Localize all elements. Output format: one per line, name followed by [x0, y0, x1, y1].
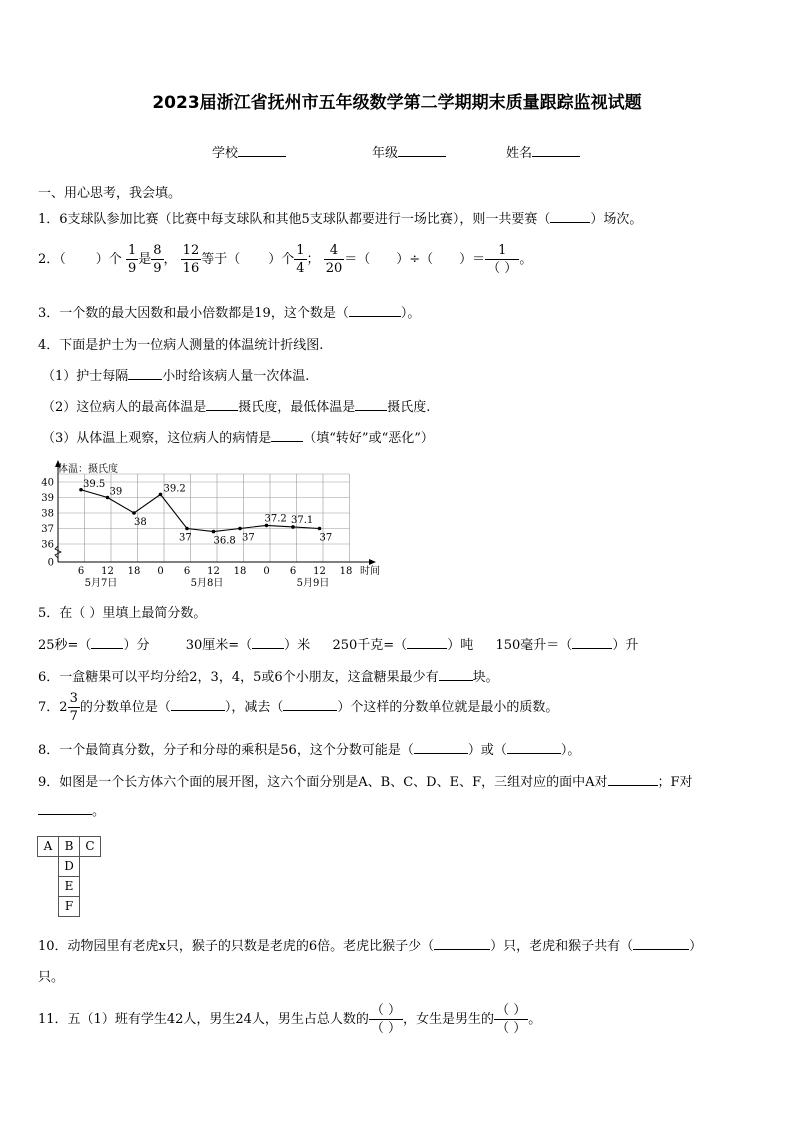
q2-fraction-2 — [151, 244, 163, 275]
q2-fraction-6[interactable] — [485, 244, 519, 275]
chart-x-tick-label: 18 — [233, 566, 247, 577]
q7-text-c: ）个这样的分数单位就是最小的质数。 — [337, 700, 559, 715]
q7-blank-2[interactable] — [283, 697, 337, 711]
name-field[interactable] — [506, 142, 580, 161]
chart-point — [185, 527, 189, 531]
chart-y-tick-label: 0 — [47, 557, 54, 569]
question-4 — [38, 334, 323, 353]
q4-s2-text-b: 摄氏度，最低体温是 — [238, 400, 356, 415]
q5-p3-blank[interactable] — [407, 635, 447, 649]
chart-axes — [55, 460, 376, 565]
q11-end: 。 — [528, 1012, 542, 1027]
q2-text-k: 。 — [519, 252, 533, 267]
q7-denominator: 7 — [69, 709, 78, 724]
question-2 — [38, 244, 532, 275]
chart-x-tick-label: 6 — [77, 566, 85, 577]
chart-y-tick-label: 37 — [41, 524, 54, 535]
chart-data-label: 39.2 — [163, 483, 186, 495]
q8-blank-1[interactable] — [414, 740, 468, 754]
chart-point — [159, 493, 163, 497]
q10-text: 动物园里有老虎x只，猴子的只数是老虎的6倍。老虎比猴子少（ — [67, 939, 435, 954]
q5-p3-text-b: ）吨 — [447, 638, 474, 653]
page-title: 2023届浙江省抚州市五年级数学第二学期期末质量跟踪监视试题 — [152, 93, 642, 113]
chart-x-tick-label: 12 — [313, 566, 326, 577]
q3-end: ）。 — [400, 306, 421, 321]
net-face-d: D — [58, 856, 80, 877]
q5-p2-text-a: 30厘米=（ — [185, 638, 253, 653]
name-label: 姓名 — [506, 146, 533, 161]
q5-p1-text-b: ）分 — [123, 638, 150, 653]
chart-y-tick-label: 39 — [41, 493, 54, 504]
question-5 — [38, 602, 206, 621]
grade-blank[interactable] — [398, 143, 446, 157]
q9-end: 。 — [92, 804, 106, 819]
q2-f3-denominator: 16 — [182, 261, 200, 276]
q10-text-mid: ）只，老虎和猴子共有（ — [490, 939, 634, 954]
net-face-f: F — [58, 896, 80, 917]
q2-f2-numerator: 8 — [153, 243, 162, 258]
q4-s1-text-b: 小时给该病人量一次体温. — [162, 369, 310, 384]
q2-number: 2．（ — [38, 252, 66, 267]
q11-text-mid: ，女生是男生的 — [403, 1012, 495, 1027]
q2-f3-numerator: 12 — [182, 243, 200, 258]
q4-number: 4． — [38, 338, 60, 353]
temperature-line-chart — [32, 458, 392, 590]
net-face-c: C — [79, 836, 101, 857]
q4-s2-blank-1[interactable] — [206, 397, 238, 411]
school-blank[interactable] — [238, 143, 286, 157]
chart-x-tick-label: 6 — [289, 566, 297, 577]
chart-x-tick-label: 6 — [183, 566, 191, 577]
q9-line-2 — [38, 800, 105, 819]
q2-fraction-1 — [126, 244, 138, 275]
q11-f2-denominator[interactable]: （ ） — [496, 1021, 527, 1036]
q4-s3-blank[interactable] — [271, 428, 303, 442]
q4-sub-2 — [42, 396, 430, 415]
q7-blank-1[interactable] — [171, 697, 225, 711]
grade-field[interactable] — [372, 142, 446, 161]
q1-blank[interactable] — [550, 209, 590, 223]
q8-number: 8． — [38, 743, 60, 758]
chart-point — [318, 527, 322, 531]
chart-point — [212, 530, 216, 534]
chart-series — [79, 479, 332, 547]
q11-answer-fraction-1[interactable] — [369, 1004, 403, 1035]
q4-s2-text-c: 摄氏度. — [387, 400, 431, 415]
q2-f1-numerator: 1 — [127, 243, 137, 258]
q6-end: 块。 — [472, 670, 499, 685]
chart-x-tick-label: 12 — [101, 566, 114, 577]
q7-fraction — [68, 692, 80, 723]
q4-s2-text-a: （2）这位病人的最高体温是 — [42, 400, 207, 415]
chart-y-axis-label: 体温：摄氏度 — [58, 464, 118, 475]
q2-text-e: ）个 — [268, 252, 295, 267]
q2-f5-numerator: 4 — [324, 244, 345, 260]
q11-f1-numerator[interactable]: （ ） — [370, 1003, 402, 1018]
chart-data-label: 37 — [179, 532, 192, 544]
q1-number: 1． — [38, 212, 60, 227]
q2-fraction-4 — [294, 244, 306, 275]
q7-number: 7． — [38, 700, 60, 715]
q11-answer-fraction-2[interactable] — [494, 1004, 528, 1035]
q8-end: ）。 — [560, 743, 581, 758]
q9-number: 9． — [38, 775, 60, 790]
q11-number: 11． — [38, 1012, 68, 1027]
q9-blank-1[interactable] — [608, 772, 658, 786]
q2-text-a: ）个 — [95, 252, 122, 267]
q3-number: 3． — [38, 306, 60, 321]
chart-data-label: 36.8 — [213, 535, 236, 547]
q3-blank[interactable] — [349, 303, 401, 317]
question-6 — [38, 666, 499, 685]
net-face-b: B — [58, 836, 80, 857]
chart-point — [132, 511, 136, 515]
chart-x-tick-label: 18 — [127, 566, 141, 577]
chart-day-label: 5月7日 — [84, 578, 118, 589]
q2-f4-numerator: 1 — [296, 243, 305, 258]
q8-text: 一个最简真分数，分子和分母的乘积是56，这个分数可能是（ — [59, 743, 414, 758]
q10-end: ） — [689, 939, 703, 954]
chart-x-tick-label: 18 — [339, 566, 353, 577]
q4-text: 下面是护士为一位病人测量的体温统计折线图. — [59, 338, 324, 353]
grade-label: 年级 — [372, 146, 399, 161]
question-8 — [38, 739, 580, 758]
chart-data-label: 38 — [134, 517, 147, 528]
chart-data-label: 39.5 — [83, 478, 106, 490]
chart-x-tick-label: 12 — [207, 566, 220, 577]
cuboid-net-figure — [37, 836, 107, 920]
q4-s2-blank-2[interactable] — [355, 397, 387, 411]
q9-text-mid: ；F对 — [657, 775, 693, 790]
q7-text-b: ），减去（ — [224, 700, 284, 715]
q2-text-g: ； — [306, 252, 320, 267]
q5-parts — [38, 634, 638, 653]
chart-x-axis-label: 时间 — [360, 566, 380, 577]
q1-end: ）场次。 — [590, 212, 643, 227]
q5-p2-blank[interactable] — [252, 635, 284, 649]
q4-s1-blank[interactable] — [128, 366, 162, 380]
q11-f1-denominator[interactable]: （ ） — [370, 1021, 402, 1036]
q6-text: 一盒糖果可以平均分给2，3，4，5或6个小朋友，这盒糖果最少有 — [59, 670, 439, 685]
q5-p1-text-a: 25秒=（ — [38, 638, 92, 653]
chart-data-label: 39 — [109, 486, 123, 498]
q2-fraction-3 — [181, 244, 202, 275]
q4-sub-1 — [42, 365, 309, 384]
q7-text-a: 的分数单位是（ — [79, 700, 171, 715]
q5-p4-text-b: ）升 — [612, 638, 639, 653]
q5-p1-blank[interactable] — [91, 635, 123, 649]
q2-f1-denominator: 9 — [127, 261, 137, 276]
q4-s1-text-a: （1）护士每隔 — [42, 369, 129, 384]
question-11 — [38, 1004, 541, 1035]
q4-s3-text-b: （填“转好”或“恶化”） — [303, 431, 434, 446]
q2-text-h: ＝（ — [344, 252, 371, 267]
question-1 — [38, 208, 642, 227]
q5-number: 5． — [38, 606, 60, 621]
q10-blank-1[interactable] — [434, 936, 490, 950]
chart-day-label: 5月9日 — [296, 578, 330, 589]
chart-x-axis-arrow — [369, 559, 376, 565]
q9-blank-2[interactable] — [38, 801, 92, 815]
q2-f6-denominator[interactable]: （ ） — [487, 261, 518, 276]
q2-text-d: 等于（ — [201, 252, 241, 267]
q11-text: 五（1）班有学生42人，男生24人，男生占总人数的 — [67, 1012, 369, 1027]
q2-f2-denominator: 9 — [153, 261, 162, 276]
question-10 — [38, 935, 702, 954]
question-9 — [38, 771, 693, 790]
q9-text: 如图是一个长方体六个面的展开图，这六个面分别是A、B、C、D、E、F，三组对应的面中A对 — [59, 775, 608, 790]
chart-y-tick-label: 36 — [41, 539, 54, 551]
question-7 — [38, 692, 558, 723]
chart-x-tick-label: 0 — [157, 566, 164, 577]
q10-number: 10． — [38, 939, 68, 954]
q5-p3-text-a: 250千克=（ — [332, 638, 408, 653]
q2-f5-denominator: 20 — [325, 261, 343, 276]
q5-p4-text-a: 150毫升＝（ — [495, 638, 573, 653]
chart-data-label: 37.2 — [264, 513, 287, 525]
q2-text-j: ）＝ — [459, 252, 486, 267]
chart-data-label: 37 — [242, 532, 255, 544]
name-blank[interactable] — [532, 143, 580, 157]
q6-number: 6． — [38, 670, 60, 685]
q7-whole-number: 2 — [59, 700, 68, 715]
chart-data-label: 37.1 — [291, 514, 314, 526]
chart-data-label: 37 — [319, 532, 333, 544]
q5-text: 在（ ）里填上最简分数。 — [59, 606, 207, 621]
q4-s3-text-a: （3）从体温上观察，这位病人的病情是 — [42, 431, 272, 446]
q5-p4-blank[interactable] — [572, 635, 612, 649]
q8-blank-2[interactable] — [507, 740, 561, 754]
net-face-e: E — [58, 876, 80, 897]
chart-y-tick-label: 40 — [41, 477, 54, 489]
q2-text-c: ， — [163, 252, 177, 267]
q5-p2-text-b: ）米 — [284, 638, 311, 653]
net-face-a: A — [37, 836, 59, 857]
q2-text-b: 是 — [138, 252, 152, 267]
q2-text-i: ）÷（ — [396, 252, 434, 267]
chart-x-tick-label: 0 — [263, 566, 270, 577]
q2-f4-denominator: 4 — [296, 261, 305, 276]
question-3 — [38, 302, 420, 321]
q2-f6-numerator: 1 — [485, 244, 519, 260]
chart-y-tick-label: 38 — [41, 508, 54, 520]
q10-line-2: 只。 — [38, 970, 65, 985]
q8-text-mid: ）或（ — [467, 743, 507, 758]
q6-blank[interactable] — [439, 667, 473, 681]
q1-text: 6支球队参加比赛（比赛中每支球队和其他5支球队都要进行一场比赛），则一共要赛（ — [59, 212, 551, 227]
chart-ticks — [41, 478, 352, 590]
q10-blank-2[interactable] — [633, 936, 689, 950]
school-field[interactable] — [212, 142, 286, 161]
school-label: 学校 — [212, 146, 239, 161]
section-heading: 一、用心思考，我会填。 — [38, 186, 182, 201]
q4-sub-3 — [42, 427, 434, 446]
q3-text: 一个数的最大因数和最小倍数都是19，这个数是（ — [59, 306, 349, 321]
q2-fraction-5 — [324, 244, 345, 275]
q7-numerator: 3 — [69, 691, 78, 706]
q11-f2-numerator[interactable]: （ ） — [496, 1003, 527, 1018]
chart-day-label: 5月8日 — [190, 578, 224, 589]
chart-point — [238, 527, 242, 531]
